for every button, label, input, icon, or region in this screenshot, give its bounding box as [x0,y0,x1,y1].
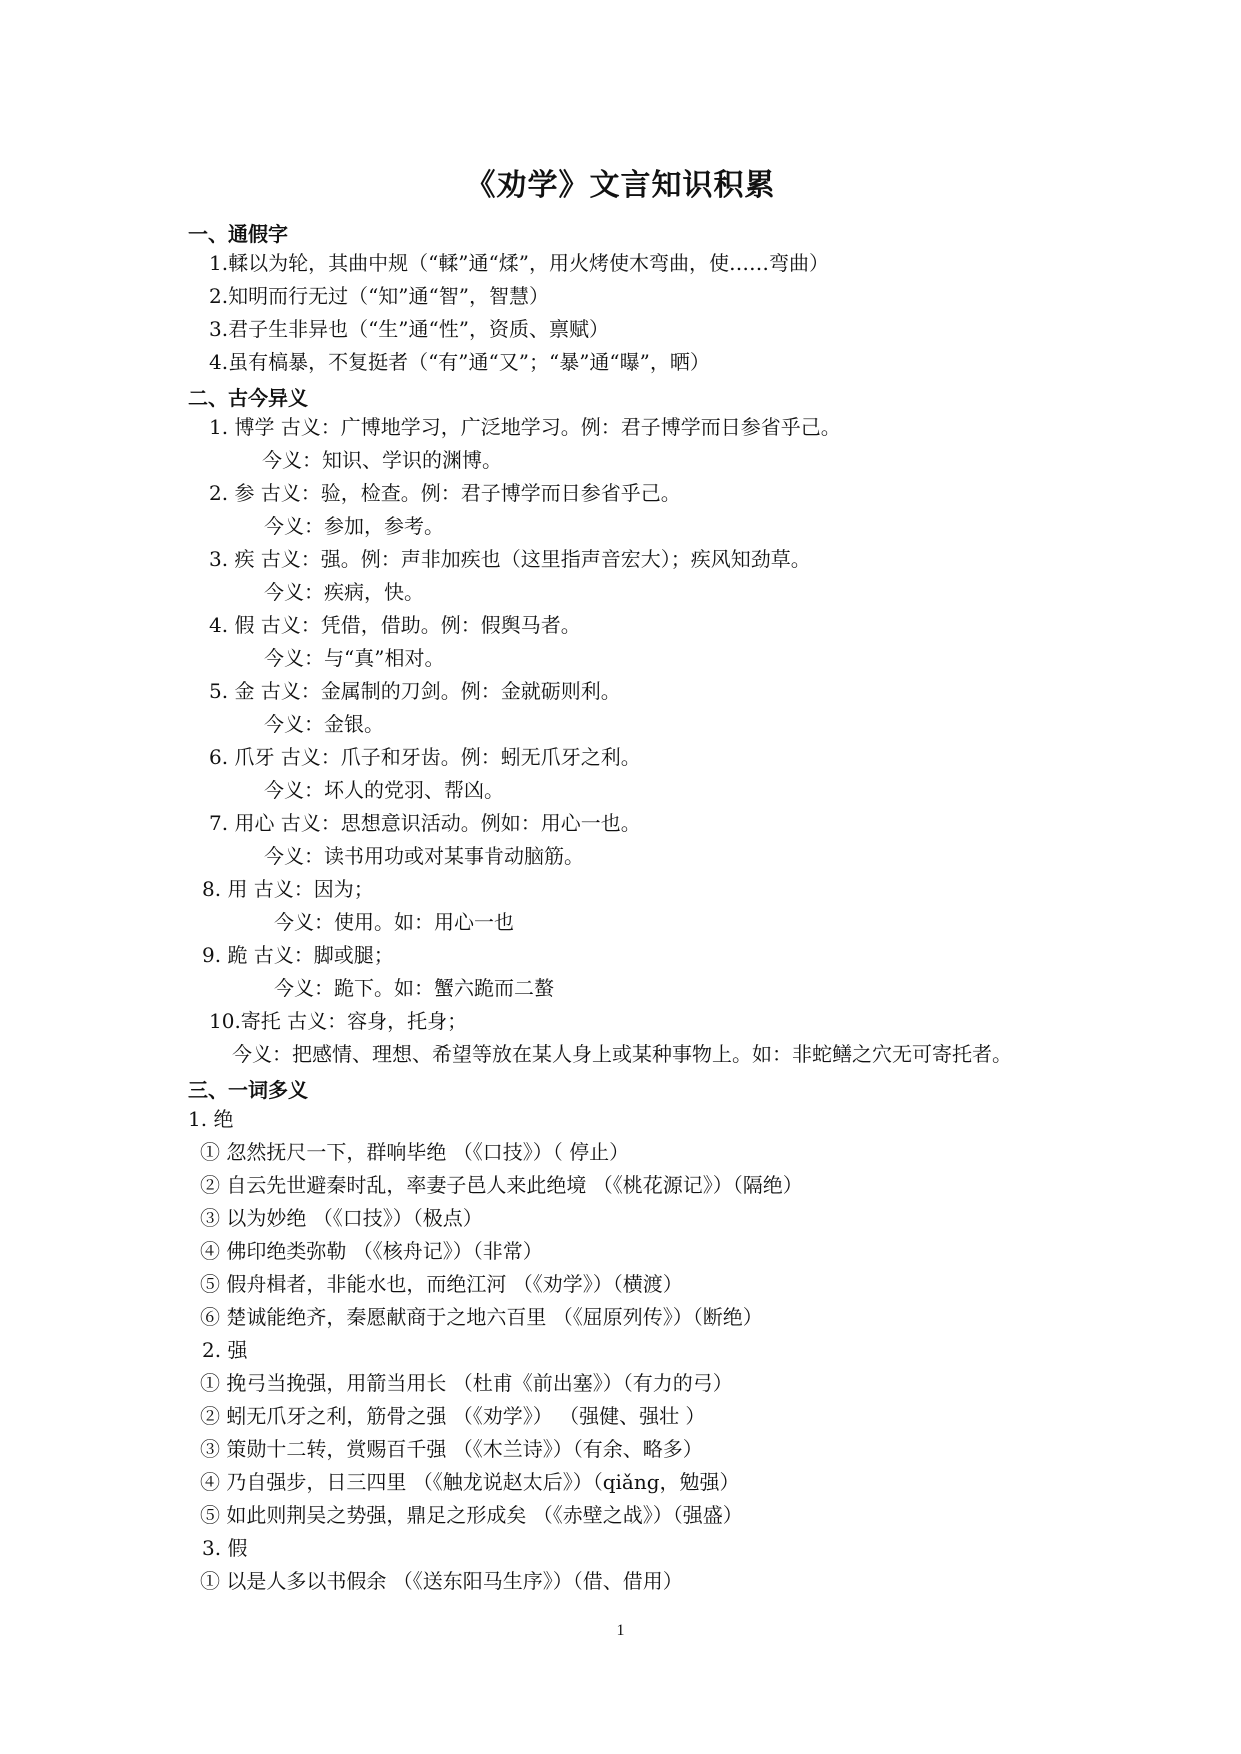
list-item: 1.輮以为轮，其曲中规（“輮”通“煣”，用火烤使木弯曲，使……弯曲） [209,251,829,275]
modern-meaning: 今义：坏人的党羽、帮凶。 [264,778,504,802]
sense-item: ② 蚓无爪牙之利，筋骨之强 （《劝学》） （强健、强壮 ） [200,1404,706,1428]
ancient-meaning: 1. 博学 古义：广博地学习，广泛地学习。例：君子博学而日参省乎己。 [209,415,841,439]
modern-meaning: 今义：读书用功或对某事肯动脑筋。 [264,844,584,868]
modern-meaning: 今义：跪下。如：蟹六跪而二螯 [274,976,554,1000]
ancient-meaning: 7. 用心 古义：思想意识活动。例如：用心一也。 [209,811,641,835]
ancient-meaning: 9. 跪 古义：脚或腿； [202,943,394,967]
sense-item: ③ 以为妙绝 （《口技》）（极点） [200,1206,483,1230]
section-heading-gujinyiyi: 二、古今异义 [188,386,308,410]
modern-meaning: 今义：与“真”相对。 [264,646,445,670]
sense-item: ④ 乃自强步，日三四里 （《触龙说赵太后》）（qiǎng，勉强） [200,1470,740,1494]
ancient-meaning: 3. 疾 古义：强。例：声非加疾也（这里指声音宏大）；疾风知劲草。 [209,547,811,571]
modern-meaning: 今义：把感情、理想、希望等放在某人身上或某种事物上。如：非蛇鳝之穴无可寄托者。 [232,1042,1012,1066]
word-label: 2. 强 [202,1338,248,1362]
sense-item: ⑥ 楚诚能绝齐，秦愿献商于之地六百里 （《屈原列传》）（断绝） [200,1305,763,1329]
list-item: 3.君子生非异也（“生”通“性”，资质、禀赋） [209,317,609,341]
modern-meaning: 今义：知识、学识的渊博。 [262,448,502,472]
modern-meaning: 今义：金银。 [264,712,384,736]
list-item: 4.虽有槁暴，不复挺者（“有”通“又”；“暴”通“曝”，晒） [209,350,710,374]
sense-item: ① 忽然抚尺一下，群响毕绝 （《口技》）（ 停止） [200,1140,630,1164]
modern-meaning: 今义：疾病，快。 [264,580,424,604]
sense-item: ③ 策勋十二转，赏赐百千强 （《木兰诗》）（有余、略多） [200,1437,703,1461]
sense-item: ④ 佛印绝类弥勒 （《核舟记》）（非常） [200,1239,543,1263]
page-title: 《劝学》文言知识积累 [465,168,776,203]
sense-item: ② 自云先世避秦时乱，率妻子邑人来此绝境 （《桃花源记》）（隔绝） [200,1173,803,1197]
page-number: 1 [616,1622,625,1639]
ancient-meaning: 5. 金 古义：金属制的刀剑。例：金就砺则利。 [209,679,621,703]
ancient-meaning: 10.寄托 古义：容身，托身； [209,1009,468,1033]
ancient-meaning: 8. 用 古义：因为； [202,877,374,901]
sense-item: ⑤ 如此则荆吴之势强，鼎足之形成矣 （《赤壁之战》）（强盛） [200,1503,743,1527]
section-heading-yiciduoyi: 三、一词多义 [188,1078,308,1102]
word-label: 3. 假 [202,1536,248,1560]
modern-meaning: 今义：参加，参考。 [264,514,444,538]
sense-item: ⑤ 假舟楫者，非能水也，而绝江河 （《劝学》）（横渡） [200,1272,683,1296]
sense-item: ① 以是人多以书假余 （《送东阳马生序》）（借、借用） [200,1569,683,1593]
sense-item: ① 挽弓当挽强，用箭当用长 （杜甫《前出塞》）（有力的弓） [200,1371,733,1395]
word-label: 1. 绝 [188,1107,234,1131]
ancient-meaning: 4. 假 古义：凭借，借助。例：假舆马者。 [209,613,581,637]
list-item: 2.知明而行无过（“知”通“智”，智慧） [209,284,549,308]
ancient-meaning: 2. 参 古义：验，检查。例：君子博学而日参省乎己。 [209,481,681,505]
section-heading-tongjiazi: 一、通假字 [188,222,288,246]
ancient-meaning: 6. 爪牙 古义：爪子和牙齿。例：蚓无爪牙之利。 [209,745,641,769]
modern-meaning: 今义：使用。如：用心一也 [274,910,514,934]
